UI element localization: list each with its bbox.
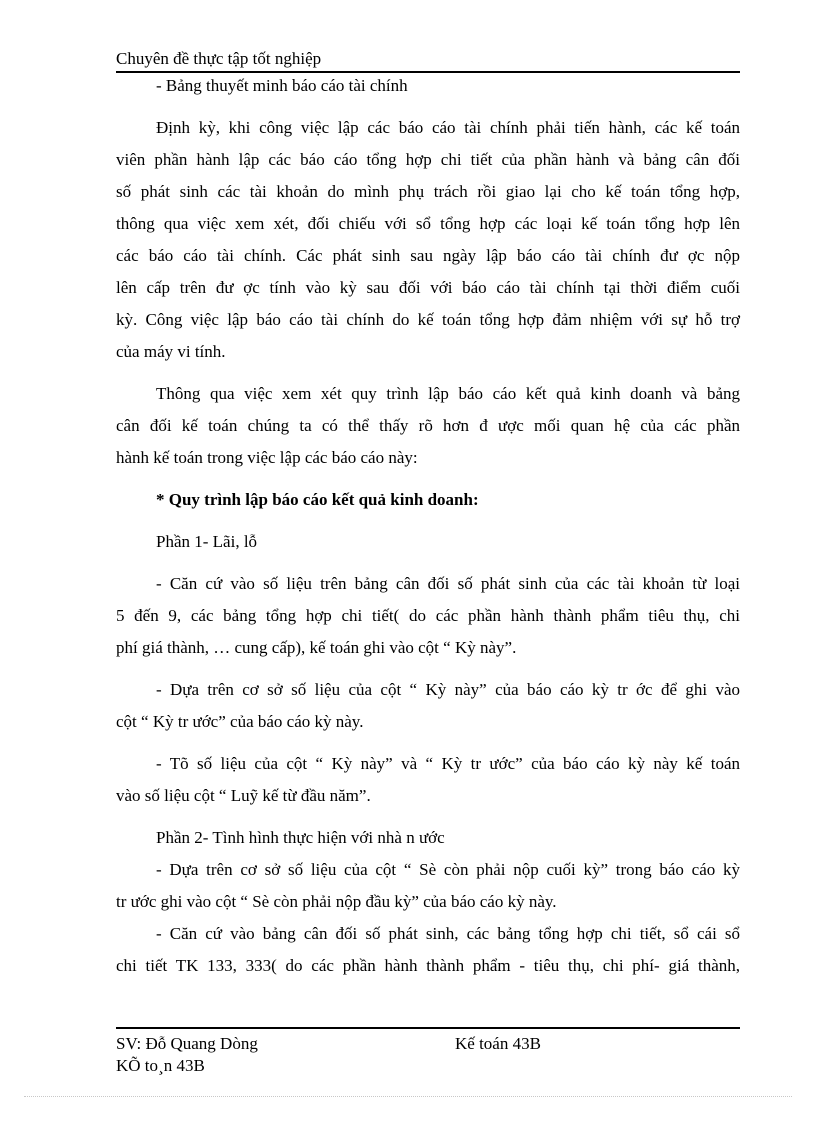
paragraph-line: tr ước ghi vào cột “ Sè còn phải nộp đầu kỳ” của báo cáo kỳ này. <box>116 892 557 911</box>
paragraph-line: - Căn cứ vào bảng cân đối số phát sinh, các bảng tổng hợp chi tiết, sổ cái sổ <box>156 924 740 943</box>
page-bottom-edge <box>24 1096 792 1097</box>
paragraph-line: chi tiết TK 133, 333( do các phần hành thành phẩm - tiêu thụ, chi phí- giá thành, <box>116 956 740 975</box>
paragraph-line: cân đối kế toán chúng ta có thể thấy rõ hơn đ ược mối quan hệ của các phần <box>116 416 740 435</box>
paragraph-line: Định kỳ, khi công việc lập các báo cáo tài chính phải tiến hành, các kế toán <box>156 118 740 137</box>
footer-class: Kế toán 43B <box>455 1034 541 1053</box>
paragraph-line: vào số liệu cột “ Luỹ kế từ đầu năm”. <box>116 786 371 805</box>
paragraph-line: - Căn cứ vào số liệu trên bảng cân đối số phát sinh của các tài khoản từ loại <box>156 574 740 593</box>
paragraph-line: thông qua việc xem xét, đối chiếu với sổ tổng hợp các loại kế toán tổng hợp lên <box>116 214 740 233</box>
paragraph-line: - Dựa trên cơ sở số liệu của cột “ Sè còn phải nộp cuối kỳ” trong báo cáo kỳ <box>156 860 740 879</box>
footer-divider <box>116 1027 740 1029</box>
paragraph-line: - Dựa trên cơ sở số liệu của cột “ Kỳ này” của báo cáo kỳ tr ớc để ghi vào <box>156 680 740 699</box>
paragraph-line: - Tõ số liệu của cột “ Kỳ này” và “ Kỳ tr ước” của báo cáo kỳ này kế toán <box>156 754 740 773</box>
paragraph-line: cột “ Kỳ tr ước” của báo cáo kỳ này. <box>116 712 364 731</box>
paragraph-line: lên cấp trên đư ợc tính vào kỳ sau đối với báo cáo tài chính tại thời điểm cuối <box>116 278 740 297</box>
paragraph-line: Thông qua việc xem xét quy trình lập báo cáo kết quả kinh doanh và bảng <box>156 384 740 403</box>
footer-class-alt: KÕ to¸n 43B <box>116 1056 205 1075</box>
paragraph-line: số phát sinh các tài khoản do mình phụ trách rồi giao lại cho kế toán tổng hợp, <box>116 182 740 201</box>
paragraph-line: - Bảng thuyết minh báo cáo tài chính <box>156 76 408 95</box>
paragraph-line: phí giá thành, … cung cấp), kế toán ghi vào cột “ Kỳ này”. <box>116 638 517 657</box>
paragraph-line: hành kế toán trong việc lập các báo cáo này: <box>116 448 418 467</box>
header-title: Chuyên đề thực tập tốt nghiệp <box>116 49 322 68</box>
paragraph-line: kỳ. Công việc lập báo cáo tài chính do kế toán tổng hợp đảm nhiệm với sự hỗ trợ <box>116 310 740 329</box>
subsection-heading: Phần 2- Tình hình thực hiện với nhà n ước <box>156 828 445 847</box>
subsection-heading: Phần 1- Lãi, lỗ <box>156 532 258 551</box>
footer-student: SV: Đỗ Quang Dòng <box>116 1034 258 1053</box>
paragraph-line: viên phần hành lập các báo cáo tổng hợp chi tiết của phần hành và bảng cân đối <box>116 150 740 169</box>
paragraph-line: các báo cáo tài chính. Các phát sinh sau ngày lập báo cáo tài chính đư ợc nộp <box>116 246 740 265</box>
section-heading: * Quy trình lập báo cáo kết quả kinh doanh: <box>156 490 479 509</box>
paragraph-line: của máy vi tính. <box>116 342 226 361</box>
paragraph-line: 5 đến 9, các bảng tổng hợp chi tiết( do các phần hành thành phẩm tiêu thụ, chi <box>116 606 740 625</box>
